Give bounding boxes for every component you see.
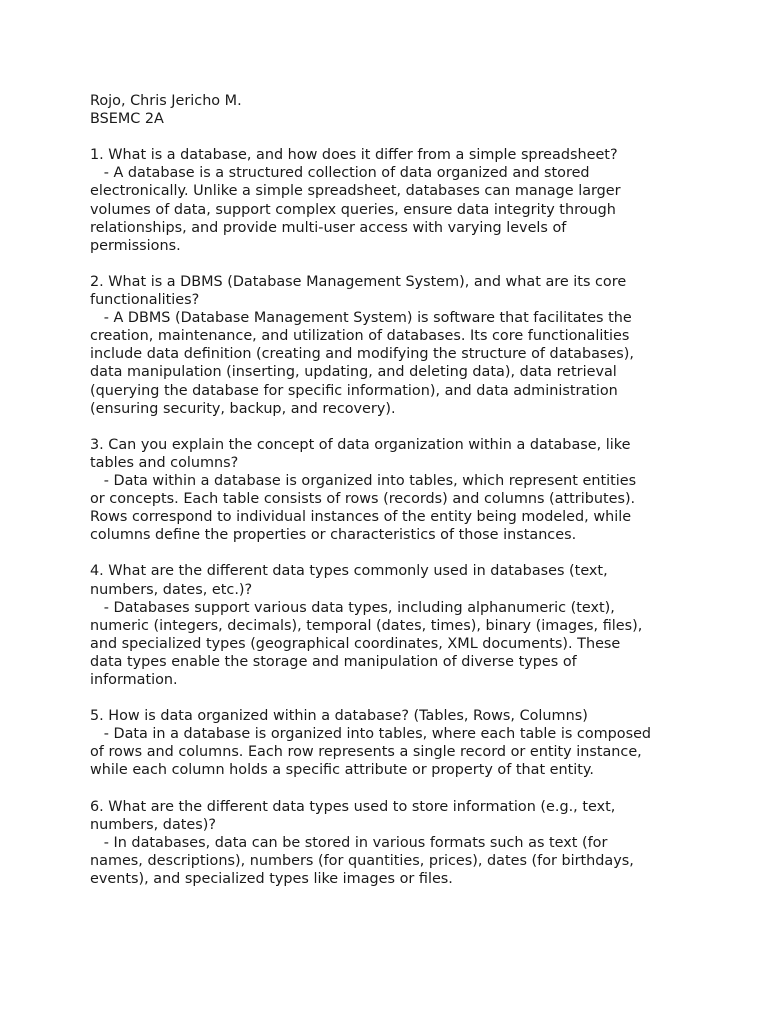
answer-line: columns define the properties or characteristics of those instances. xyxy=(90,527,577,544)
qa-list xyxy=(90,128,690,888)
qa-item xyxy=(90,436,690,545)
qa-item xyxy=(90,146,690,255)
question-line: numbers, dates, etc.)? xyxy=(90,581,253,598)
class-section: BSEMC 2A xyxy=(90,111,164,128)
paragraph-gap xyxy=(90,544,690,562)
answer-line: electronically. Unlike a simple spreadsheet, databases can manage larger xyxy=(90,183,621,200)
paragraph-gap xyxy=(90,128,690,146)
author-name: Rojo, Chris Jericho M. xyxy=(90,93,242,109)
answer-line: of rows and columns. Each row represents a single record or entity instance, xyxy=(90,744,642,761)
author-header xyxy=(90,92,690,128)
paragraph-gap xyxy=(90,418,690,436)
answer-line: - Data in a database is organized into tables, where each table is composed xyxy=(90,726,652,743)
qa-item xyxy=(90,798,690,888)
question-line: 2. What is a DBMS (Database Management System), and what are its core xyxy=(90,273,627,290)
paragraph-gap xyxy=(90,780,690,798)
answer-line: (ensuring security, backup, and recovery). xyxy=(90,400,396,417)
answer-line: permissions. xyxy=(90,237,181,254)
answer-line: events), and specialized types like images or files. xyxy=(90,871,453,888)
question-line: functionalities? xyxy=(90,292,200,309)
question-line: tables and columns? xyxy=(90,454,239,471)
qa-item xyxy=(90,562,690,689)
answer-line: numeric (integers, decimals), temporal (dates, times), binary (images, files), xyxy=(90,617,643,634)
answer-line: and specialized types (geographical coordinates, XML documents). These xyxy=(90,635,621,652)
answer-line: names, descriptions), numbers (for quantities, prices), dates (for birthdays, xyxy=(90,852,634,869)
question-line: 4. What are the different data types commonly used in databases (text, xyxy=(90,563,608,580)
answer-line: while each column holds a specific attribute or property of that entity. xyxy=(90,762,594,779)
answer-line: - A DBMS (Database Management System) is software that facilitates the xyxy=(90,310,632,327)
question-line: 5. How is data organized within a database? (Tables, Rows, Columns) xyxy=(90,708,588,725)
qa-item xyxy=(90,707,690,779)
question-line: numbers, dates)? xyxy=(90,816,217,833)
answer-line: information. xyxy=(90,672,178,688)
answer-line: - In databases, data can be stored in various formats such as text (for xyxy=(90,834,608,851)
paragraph-gap xyxy=(90,689,690,707)
answer-line: - Databases support various data types, including alphanumeric (text), xyxy=(90,599,615,616)
question-line: 1. What is a database, and how does it differ from a simple spreadsheet? xyxy=(90,147,618,164)
question-line: 6. What are the different data types used to store information (e.g., text, xyxy=(90,798,616,815)
answer-line: - A database is a structured collection of data organized and stored xyxy=(90,165,590,182)
answer-line: data types enable the storage and manipulation of diverse types of xyxy=(90,653,577,670)
answer-line: or concepts. Each table consists of rows (records) and columns (attributes). xyxy=(90,491,636,508)
paragraph-gap xyxy=(90,255,690,273)
answer-line: Rows correspond to individual instances of the entity being modeled, while xyxy=(90,509,632,526)
answer-line: (querying the database for specific information), and data administration xyxy=(90,382,618,399)
document-page xyxy=(90,92,690,888)
answer-line: - Data within a database is organized into tables, which represent entities xyxy=(90,472,637,489)
question-line: 3. Can you explain the concept of data organization within a database, like xyxy=(90,436,631,453)
answer-line: creation, maintenance, and utilization of databases. Its core functionalities xyxy=(90,328,630,345)
answer-line: relationships, and provide multi-user access with varying levels of xyxy=(90,219,567,236)
answer-line: data manipulation (inserting, updating, and deleting data), data retrieval xyxy=(90,364,617,381)
qa-item xyxy=(90,273,690,418)
answer-line: volumes of data, support complex queries, ensure data integrity through xyxy=(90,201,616,218)
answer-line: include data definition (creating and modifying the structure of databases), xyxy=(90,346,634,363)
